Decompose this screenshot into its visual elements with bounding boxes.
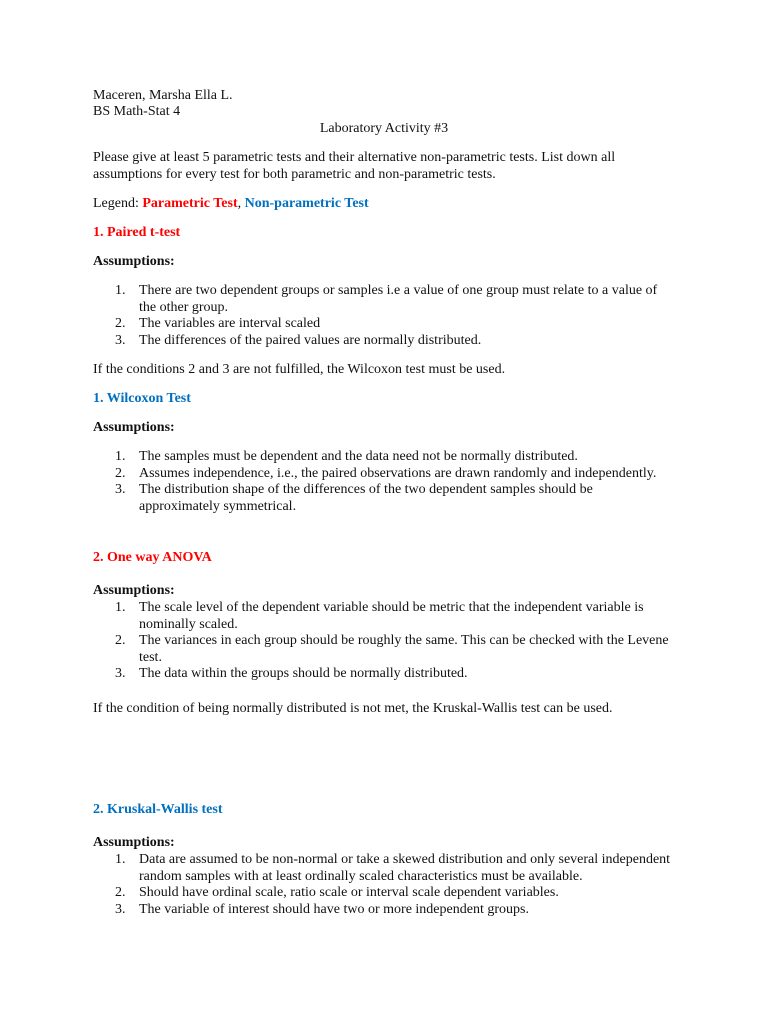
section-note: If the conditions 2 and 3 are not fulfilled, the Wilcoxon test must be used. [93,362,506,377]
assumptions-list [93,449,673,515]
assumptions-list [93,600,673,683]
legend [93,196,673,213]
list-item: 1. Data are assumed to be non-normal or take a skewed distribution and only several independent random samples with at least ordinally scaled characteristics must be available. [115,852,671,884]
list-item: 1. There are two dependent groups or samples i.e a value of one group must relate to a value of the other group. [115,283,658,315]
list-item: 1. The samples must be dependent and the data need not be normally distributed. [115,449,578,464]
course-line: BS Math-Stat 4 [93,104,181,119]
assumptions-label: Assumptions: [93,254,175,269]
list-item: 3. The data within the groups should be normally distributed. [115,666,468,681]
list-item: 2. The variances in each group should be roughly the same. This can be checked with the Levene test. [115,633,669,665]
legend-parametric: Parametric Test [142,196,238,211]
section-note: If the condition of being normally distributed is not met, the Kruskal-Wallis test can be used. [93,701,613,716]
section-heading-one-way-anova: 2. One way ANOVA [93,550,212,565]
section-heading-wilcoxon-test: 1. Wilcoxon Test [93,391,191,406]
assumptions-label: Assumptions: [93,420,175,435]
list-item: 2. Assumes independence, i.e., the paired observations are drawn randomly and independently. [115,465,657,481]
instructions-paragraph: Please give at least 5 parametric tests and their alternative non-parametric tests. List down all assumptions for every test for both parametric and non-parametric tests. [93,150,616,182]
assumptions-list [93,283,673,349]
section-heading-kruskal-wallis-test: 2. Kruskal-Wallis test [93,802,223,817]
assumptions-list [93,852,673,918]
assumptions-label: Assumptions: [93,835,175,850]
legend-nonparametric: Non-parametric Test [244,196,369,211]
list-item: 2. Should have ordinal scale, ratio scale or interval scale dependent variables. [115,885,559,900]
legend-separator: , [237,196,245,211]
list-item: 1. The scale level of the dependent variable should be metric that the independent variable is nominally scaled. [115,600,644,632]
page-title: Laboratory Activity #3 [319,121,449,136]
list-item: 3. The variable of interest should have two or more independent groups. [115,901,529,917]
assumptions-label: Assumptions: [93,583,175,598]
author-name: Maceren, Marsha Ella L. [93,88,233,103]
legend-label: Legend: [93,196,143,211]
section-heading-paired-t-test: 1. Paired t-test [93,225,181,240]
list-item: 3. The differences of the paired values are normally distributed. [115,332,482,348]
list-item: 3. The distribution shape of the differences of the two dependent samples should be approximately symmetrical. [115,482,593,514]
list-item: 2. The variables are interval scaled [115,316,321,331]
